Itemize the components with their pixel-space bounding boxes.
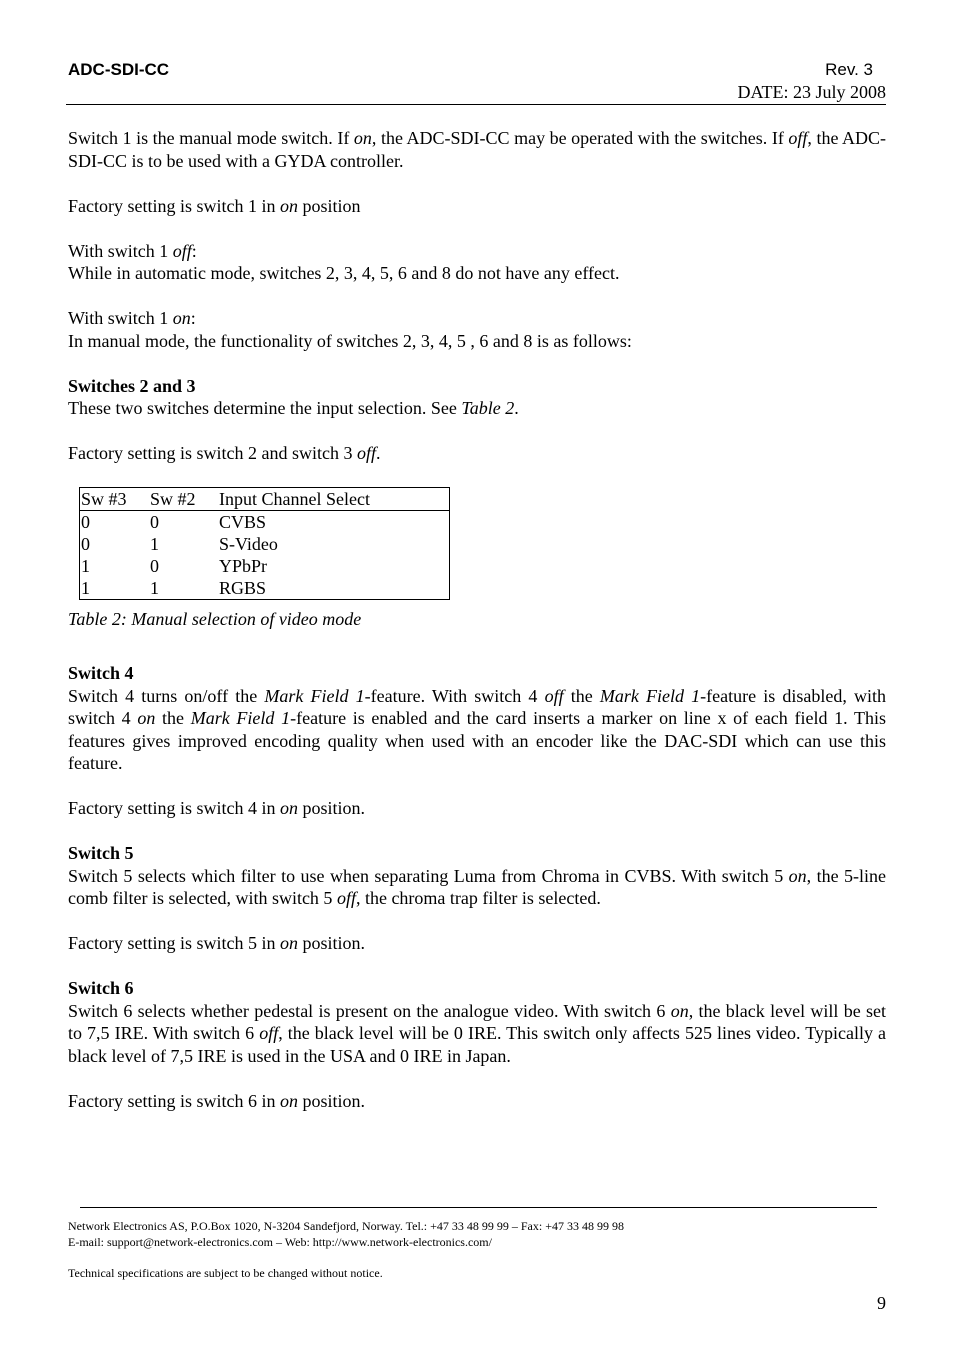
table-cell: 0 [150,511,159,532]
table-header-cell: Sw #2 [149,487,218,510]
table-row [80,577,450,600]
table-cell: RGBS [219,577,267,598]
switch1-description: Switch 1 is the manual mode switch. If on, the ADC-SDI-CC may be operated with the switches. If off, the ADC-SDI-CC is to be used with a GYDA controller. [68,128,887,171]
table-cell: CVBS [219,511,267,532]
footer-notice: Technical specifications are subject to be changed without notice. [68,1266,383,1280]
footer-address: Network Electronics AS, P.O.Box 1020, N-3204 Sandefjord, Norway. Tel.: +47 33 48 99 99 – Fax: +47 33 48 99 98 [68,1219,624,1233]
switch1-off-label: With switch 1 off: [68,240,197,261]
footer-contact: E-mail: support@network-electronics.com – Web: http://www.network-electronics.com/ [68,1235,492,1249]
table-cell: 0 [150,555,159,576]
table-cell: 1 [81,577,90,598]
switch4-factory-setting: Factory setting is switch 4 in on position. [68,798,365,818]
input-selection-table [79,487,450,600]
table-header-cell: Sw #3 [80,487,150,510]
section-heading-switches-2-3: Switches 2 and 3 [68,375,196,396]
switch1-off-text: While in automatic mode, switches 2, 3, 4, 5, 6 and 8 do not have any effect. [68,263,620,283]
section-heading-switch-5: Switch 5 [68,843,134,863]
table-cell: S-Video [219,533,278,554]
document-date: DATE: 23 July 2008 [737,82,886,102]
switch1-factory-setting: Factory setting is switch 1 in on position [68,195,361,216]
table-header-row [80,487,450,510]
switch6-factory-setting: Factory setting is switch 6 in on position. [68,1090,365,1111]
table-cell: 0 [81,511,90,532]
table-cell: YPbPr [219,555,268,576]
table-row [80,555,450,577]
switch1-on-text: In manual mode, the functionality of switches 2, 3, 4, 5 , 6 and 8 is as follows: [68,330,632,351]
table-caption: Table 2: Manual selection of video mode [68,608,362,629]
section-heading-switch-6: Switch 6 [68,978,134,998]
page-number: 9 [877,1293,886,1313]
table-row [80,533,450,555]
header-divider [66,104,886,105]
switch1-on-label: With switch 1 on: [68,308,196,328]
footer-divider [80,1207,877,1208]
page-body [68,127,886,1112]
switches-2-3-factory-setting: Factory setting is switch 2 and switch 3 off. [68,443,381,463]
table-row [80,510,450,533]
table-cell: 1 [150,533,159,554]
section-heading-switch-4: Switch 4 [68,663,134,683]
switch5-factory-setting: Factory setting is switch 5 in on position. [68,933,365,953]
table-cell: 1 [81,555,90,576]
switch5-description: Switch 5 selects which filter to use when separating Luma from Chroma in CVBS. With switch 5 on, the 5-line comb filter is selected, with switch 5 off, the chroma trap filter is selected. [68,865,886,908]
table-cell: 0 [81,533,90,554]
switch4-description: Switch 4 turns on/off the Mark Field 1-feature. With switch 4 off the Mark Field 1-feature is disabled, with switch 4 on the Mark Field 1-feature is enabled and the card inserts a marker on line x of each field 1. This features gives improved encoding quality when used with an encoder like the DAC-SDI which can use this feature. [68,685,887,773]
document-revision: Rev. 3 [825,60,873,79]
table-header-cell: Input Channel Select [218,487,450,510]
switch6-description: Switch 6 selects whether pedestal is present on the analogue video. With switch 6 on, the black level will be set to 7,5 IRE. With switch 6 off, the black level will be 0 IRE. This switch only affects 525 lines video. Typically a black level of 7,5 IRE is used in the USA and 0 IRE in Japan. [68,1000,887,1066]
document-product-name: ADC-SDI-CC [68,60,170,79]
table-cell: 1 [150,577,159,598]
switches-2-3-description: These two switches determine the input selection. See Table 2. [68,398,519,418]
